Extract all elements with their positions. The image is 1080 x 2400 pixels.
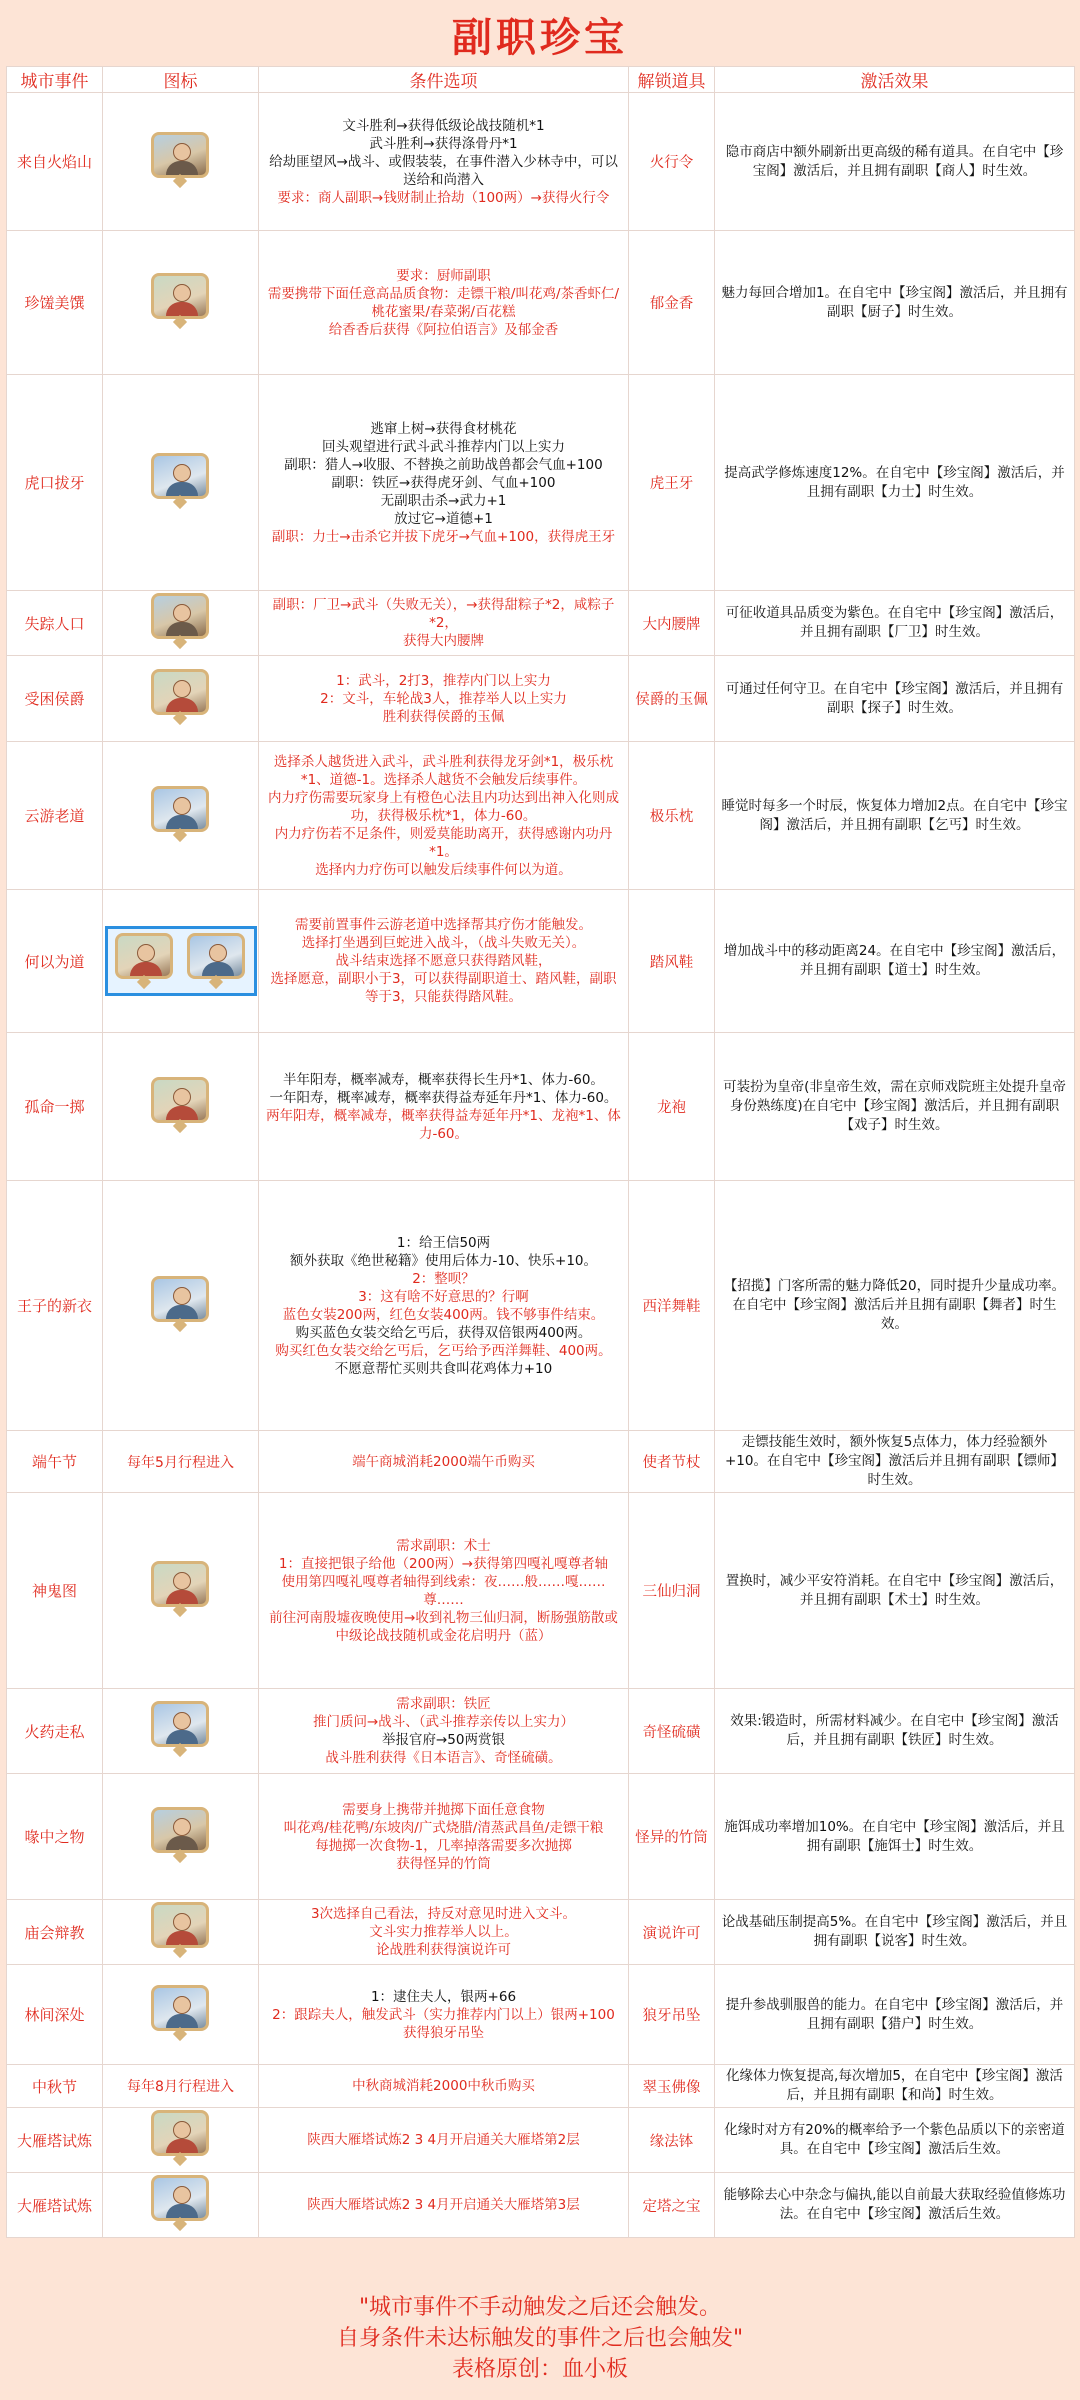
condition-line: 胜利获得侯爵的玉佩 [382, 708, 505, 725]
condition-line: 1：逮住夫人，银两+66 [370, 1988, 517, 2005]
page-title: 副职珍宝 [452, 14, 628, 61]
table-row [7, 1033, 1075, 1181]
condition-line: 两年阳寿，概率减寿，概率获得益寿延年丹*1、龙袍*1、体力-60。 [266, 1107, 621, 1142]
unlock-item: 郁金香 [629, 231, 715, 375]
table-row [7, 656, 1075, 742]
event-name: 虎口拔牙 [7, 375, 103, 591]
activation-effect: 施饵成功率增加10%。在自宅中【珍宝阁】激活后，并且拥有副职【施饵士】时生效。 [715, 1774, 1075, 1900]
event-name: 林间深处 [7, 1965, 103, 2065]
condition-line: 选择杀人越货进入武斗，武斗胜利获得龙牙剑*1，极乐枕*1、道德-1。选择杀人越货不会触发后续事件。 [273, 753, 614, 788]
condition-line: 2：整呗？ [412, 1270, 475, 1287]
activation-effect: 化缘时对方有20%的概率给予一个紫色品质以下的亲密道具。在自宅中【珍宝阁】激活后生效。 [715, 2108, 1075, 2173]
activation-effect: 增加战斗中的移动距离24。在自宅中【珍宝阁】激活后，并且拥有副职【道士】时生效。 [715, 890, 1075, 1033]
condition-line: 叫花鸡/桂花鸭/东坡肉/广式烧腊/清蒸武昌鱼/走镖干粮 [283, 1819, 604, 1836]
footer-credit: 表格原创：血小板 [451, 2356, 628, 2382]
event-icon-cell [103, 1181, 259, 1431]
condition-line: 内力疗伤需要玩家身上有橙色心法且内功达到出神入化则成功，获得极乐枕*1，体力-60。 [268, 789, 619, 824]
unlock-item: 虎王牙 [629, 375, 715, 591]
condition-line: 中秋商城消耗2000中秋币购买 [352, 2078, 535, 2094]
table-row [7, 1181, 1075, 1431]
condition-line: 无副职击杀→武力+1 [380, 492, 507, 509]
pagoda-pin-icon [148, 2175, 214, 2231]
event-name: 来自火焰山 [7, 93, 103, 231]
event-name: 孤命一掷 [7, 1033, 103, 1181]
unlock-item: 踏风鞋 [629, 890, 715, 1033]
condition-line: 额外获取《绝世秘籍》使用后体力-10、快乐+10。 [289, 1252, 598, 1269]
table-row [7, 375, 1075, 591]
condition-options [259, 1774, 629, 1900]
header-effect: 激活效果 [715, 67, 1075, 93]
condition-line: 选择内力疗伤可以触发后续事件何以为道。 [315, 861, 572, 878]
event-icon-cell [103, 2173, 259, 2238]
unlock-item: 狼牙吊坠 [629, 1965, 715, 2065]
event-name: 大雁塔试炼 [7, 2108, 103, 2173]
unlock-item: 使者节杖 [629, 1431, 715, 1493]
condition-line: 获得怪异的竹筒 [396, 1855, 491, 1872]
table-row [7, 890, 1075, 1033]
unlock-item: 奇怪硫磺 [629, 1689, 715, 1774]
event-name: 端午节 [7, 1431, 103, 1493]
unlock-item: 三仙归洞 [629, 1493, 715, 1689]
condition-line: 需要身上携带并抛掷下面任意食物 [342, 1801, 545, 1818]
footer-line-2: 自身条件未达标触发的事件之后也会触发" [336, 2325, 744, 2351]
event-icon-cell [103, 1900, 259, 1965]
unlock-item: 火行令 [629, 93, 715, 231]
taoist-pin-icon [148, 786, 214, 842]
unlock-item: 演说许可 [629, 1900, 715, 1965]
dish-pin-icon [148, 273, 214, 329]
activation-effect: 睡觉时每多一个时辰，恢复体力增加2点。在自宅中【珍宝阁】激活后，并且拥有副职【乞丐】时生效。 [715, 742, 1075, 890]
header-icon: 图标 [103, 67, 259, 93]
table-row [7, 742, 1075, 890]
table-row [7, 93, 1075, 231]
table-row [7, 1493, 1075, 1689]
footer-note [0, 2276, 1080, 2400]
condition-options [259, 591, 629, 656]
condition-options [259, 1181, 629, 1431]
condition-options [259, 2065, 629, 2108]
activation-effect: 提高武学修炼速度12%。在自宅中【珍宝阁】激活后，并且拥有副职【力士】时生效。 [715, 375, 1075, 591]
event-icon-cell [103, 890, 259, 1033]
event-icon-cell [103, 1493, 259, 1689]
table-row [7, 1689, 1075, 1774]
event-icon-cell [103, 231, 259, 375]
condition-line: 需求副职：术士 [396, 1537, 491, 1554]
condition-line: 文斗实力推荐举人以上。 [369, 1924, 518, 1940]
condition-line: 逃窜上树→获得食材桃花 [370, 420, 517, 437]
activation-effect: 走镖技能生效时，额外恢复5点体力，体力经验额外+10。在自宅中【珍宝阁】激活后并且拥有副职【镖师】时生效。 [715, 1431, 1075, 1493]
header-event: 城市事件 [7, 67, 103, 93]
condition-options [259, 1033, 629, 1181]
condition-options [259, 1689, 629, 1774]
condition-options [259, 1431, 629, 1493]
event-icon-cell [103, 591, 259, 656]
condition-options [259, 1965, 629, 2065]
unlock-item: 定塔之宝 [629, 2173, 715, 2238]
event-name: 中秋节 [7, 2065, 103, 2108]
header-unlock-item: 解锁道具 [629, 67, 715, 93]
smuggle-pin-icon [148, 1701, 214, 1757]
condition-line: 举报官府→50两赏银 [382, 1732, 505, 1748]
event-name: 珍馐美馔 [7, 231, 103, 375]
condition-line: 论战胜利获得演说许可 [376, 1942, 511, 1958]
condition-line: 1：武斗，2打3，推荐内门以上实力 [336, 672, 551, 689]
condition-line: 1：直接把银子给他（200两）→获得第四嘎礼嘎尊者轴 [278, 1555, 609, 1572]
condition-options [259, 2173, 629, 2238]
event-icon-cell [103, 1689, 259, 1774]
condition-line: 战斗结束选择不愿意只获得踏风鞋， [335, 953, 552, 969]
forest-pin-icon [148, 1985, 214, 2041]
condition-line: 给香香后获得《阿拉伯语言》及郁金香 [328, 321, 559, 338]
event-icon-cell [103, 1965, 259, 2065]
condition-options [259, 231, 629, 375]
activation-effect: 【招揽】门客所需的魅力降低20，同时提升少量成功率。在自宅中【珍宝阁】激活后并且拥有副职【舞者】时生效。 [715, 1181, 1075, 1431]
condition-line: 购买蓝色女装交给乞丐后，获得双倍银两400两。 [295, 1324, 592, 1341]
condition-line: 战斗胜利获得《日本语言》、奇怪硫磺。 [325, 1750, 562, 1766]
condition-line: 放过它→道德+1 [394, 510, 493, 527]
portrait-pin-icon [148, 132, 214, 188]
condition-options [259, 1900, 629, 1965]
condition-line: 1：给王信50两 [396, 1234, 491, 1251]
condition-line: 蓝色女装200两，红色女装400两。钱不够事件结束。 [282, 1306, 605, 1323]
condition-line: 不愿意帮忙买则共食叫花鸡体力+10 [334, 1360, 553, 1377]
condition-line: 武斗胜利→获得涤骨丹*1 [369, 135, 518, 152]
table-row [7, 2065, 1075, 2108]
unlock-item: 怪异的竹筒 [629, 1774, 715, 1900]
condition-line: 要求：厨师副职 [396, 267, 491, 284]
condition-options [259, 1493, 629, 1689]
condition-line: 选择愿意，副职小于3，可以获得副职道士、踏风鞋，副职等于3，只能获得踏风鞋。 [270, 971, 617, 1005]
activation-effect: 隐市商店中额外刷新出更高级的稀有道具。在自宅中【珍宝阁】激活后，并且拥有副职【商人】时生效。 [715, 93, 1075, 231]
marquis-pin-icon [148, 669, 214, 725]
condition-line: 2：文斗，车轮战3人，推荐举人以上实力 [320, 690, 567, 707]
table-row [7, 1774, 1075, 1900]
prince-pin-icon [148, 1276, 214, 1332]
unlock-item: 龙袍 [629, 1033, 715, 1181]
condition-line: 购买红色女装交给乞丐后，乞丐给予西洋舞鞋、400两。 [275, 1342, 612, 1359]
lady-pin-icon [148, 593, 214, 649]
activation-effect: 化缘体力恢复提高,每次增加5，在自宅中【珍宝阁】激活后，并且拥有副职【和尚】时生效。 [715, 2065, 1075, 2108]
activation-effect: 能够除去心中杂念与偏执,能以自前最大获取经验值修炼功法。在自宅中【珍宝阁】激活后生效。 [715, 2173, 1075, 2238]
condition-options [259, 742, 629, 890]
table-row [7, 2173, 1075, 2238]
condition-line: 内力疗伤若不足条件，则爱莫能助离开，获得感谢内功丹*1。 [274, 825, 613, 860]
activation-effect: 可通过任何守卫。在自宅中【珍宝阁】激活后，并且拥有副职【探子】时生效。 [715, 656, 1075, 742]
table-row [7, 231, 1075, 375]
condition-options [259, 2108, 629, 2173]
event-schedule: 每年5月行程进入 [103, 1431, 259, 1493]
event-name: 云游老道 [7, 742, 103, 890]
condition-line: 获得狼牙吊坠 [403, 2024, 484, 2041]
event-icon-cell [103, 742, 259, 890]
event-schedule: 每年8月行程进入 [103, 2065, 259, 2108]
condition-options [259, 656, 629, 742]
table-header-row [7, 67, 1075, 93]
bird-pin-icon [148, 1807, 214, 1863]
event-name: 喙中之物 [7, 1774, 103, 1900]
event-name: 何以为道 [7, 890, 103, 1033]
event-icon-cell [103, 656, 259, 742]
condition-line: 一年阳寿，概率减寿，概率获得益寿延年丹*1、体力-60。 [269, 1089, 618, 1106]
event-name: 失踪人口 [7, 591, 103, 656]
unlock-item: 翠玉佛像 [629, 2065, 715, 2108]
event-icon-cell [103, 1774, 259, 1900]
condition-line: 副职：猎人→收服、不替换之前助战兽都会气血+100 [284, 456, 603, 473]
condition-line: 要求：商人副职→钱财制止拾劫（100两）→获得火行令 [277, 189, 610, 206]
condition-line: 每抛掷一次食物-1，几率掉落需要多次抛掷 [315, 1837, 572, 1854]
unlock-item: 缘法钵 [629, 2108, 715, 2173]
activation-effect: 可征收道具品质变为紫色。在自宅中【珍宝阁】激活后，并且拥有副职【厂卫】时生效。 [715, 591, 1075, 656]
table-row [7, 2108, 1075, 2173]
condition-line: 给劫匪望风→战斗、或假装装，在事件潜入少林寺中，可以送给和尚潜入 [269, 153, 618, 188]
condition-line: 回头观望进行武斗武斗推荐内门以上实力 [322, 438, 565, 455]
treasure-table [6, 66, 1075, 2238]
activation-effect: 论战基础压制提高5%。在自宅中【珍宝阁】激活后，并且拥有副职【说客】时生效。 [715, 1900, 1075, 1965]
header-conditions: 条件选项 [259, 67, 629, 93]
activation-effect: 置换时，减少平安符消耗。在自宅中【珍宝阁】激活后，并且拥有副职【术士】时生效。 [715, 1493, 1075, 1689]
condition-line: 3：这有啥不好意思的？行啊 [358, 1288, 529, 1305]
activation-effect: 魅力每回合增加1。在自宅中【珍宝阁】激活后，并且拥有副职【厨子】时生效。 [715, 231, 1075, 375]
event-name: 王子的新衣 [7, 1181, 103, 1431]
table-row [7, 1431, 1075, 1493]
event-name: 庙会辩教 [7, 1900, 103, 1965]
table-row [7, 1900, 1075, 1965]
unlock-item: 大内腰牌 [629, 591, 715, 656]
event-icon-cell [103, 2108, 259, 2173]
gambler-pin-icon [148, 1077, 214, 1133]
condition-line: 推门质问→战斗、（武斗推荐亲传以上实力） [312, 1714, 575, 1730]
tiger-pin-icon [148, 453, 214, 509]
condition-line: 选择打坐遇到巨蛇进入战斗，（战斗失败无关）。 [301, 935, 586, 951]
event-icon-cell [103, 1033, 259, 1181]
condition-line: 3次选择自己看法，持反对意见时进入文斗。 [310, 1906, 577, 1922]
condition-line: 副职：厂卫→武斗（失败无关），→获得甜粽子*2，咸粽子*2， [272, 597, 615, 631]
condition-line: 陕西大雁塔试炼2 3 4月开启通关大雁塔第3层 [307, 2197, 580, 2213]
event-name: 受困侯爵 [7, 656, 103, 742]
table-row [7, 591, 1075, 656]
unlock-item: 西洋舞鞋 [629, 1181, 715, 1431]
pin-icon [184, 933, 250, 989]
event-name: 大雁塔试炼 [7, 2173, 103, 2238]
condition-options [259, 890, 629, 1033]
sorcerer-pin-icon [148, 1561, 214, 1617]
condition-line: 副职：铁匠→获得虎牙剑、气血+100 [331, 474, 556, 491]
condition-line: 陕西大雁塔试炼2 3 4月开启通关大雁塔第2层 [307, 2132, 580, 2148]
pagoda-pin-icon [148, 2110, 214, 2166]
condition-options [259, 375, 629, 591]
condition-line: 文斗胜利→获得低级论战技随机*1 [342, 117, 545, 134]
condition-line: 半年阳寿，概率减寿，概率获得长生丹*1、体力-60。 [283, 1071, 604, 1088]
condition-line: 使用第四嘎礼嘎尊者轴得到线索：夜……般……嘎……尊…… [281, 1573, 606, 1608]
condition-line: 需要携带下面任意高品质食物：走镖干粮/叫花鸡/茶香虾仁/桃花蜜果/春菜粥/百花糕 [267, 285, 620, 320]
condition-line: 副职：力士→击杀它并拔下虎牙→气血+100，获得虎王牙 [271, 528, 616, 545]
activation-effect: 效果:锻造时，所需材料减少。在自宅中【珍宝阁】激活后，并且拥有副职【铁匠】时生效。 [715, 1689, 1075, 1774]
condition-line: 端午商城消耗2000端午币购买 [352, 1453, 535, 1470]
dual-pin-icon [105, 926, 257, 996]
table-row [7, 1965, 1075, 2065]
condition-options [259, 93, 629, 231]
event-icon-cell [103, 375, 259, 591]
unlock-item: 极乐枕 [629, 742, 715, 890]
condition-line: 获得大内腰牌 [403, 633, 484, 649]
pin-icon [112, 933, 178, 989]
footer-line-1: "城市事件不手动触发之后还会触发。 [358, 2294, 722, 2320]
event-name: 神鬼图 [7, 1493, 103, 1689]
condition-line: 2：跟踪夫人，触发武斗（实力推荐内门以上）银两+100 [272, 2006, 615, 2023]
activation-effect: 提升参战驯服兽的能力。在自宅中【珍宝阁】激活后，并且拥有副职【猎户】时生效。 [715, 1965, 1075, 2065]
condition-line: 需求副职：铁匠 [396, 1696, 491, 1712]
condition-line: 需要前置事件云游老道中选择帮其疗伤才能触发。 [295, 917, 592, 933]
activation-effect: 可装扮为皇帝(非皇帝生效，需在京师戏院班主处提升皇帝身份熟练度)在自宅中【珍宝阁】激活后，并且拥有副职【戏子】时生效。 [715, 1033, 1075, 1181]
condition-line: 前往河南殷墟夜晚使用→收到礼物三仙归洞，断肠强筋散或中级论战技随机或金花启明丹（蓝） [269, 1609, 618, 1644]
unlock-item: 侯爵的玉佩 [629, 656, 715, 742]
event-icon-cell [103, 93, 259, 231]
debate-pin-icon [148, 1902, 214, 1958]
event-name: 火药走私 [7, 1689, 103, 1774]
